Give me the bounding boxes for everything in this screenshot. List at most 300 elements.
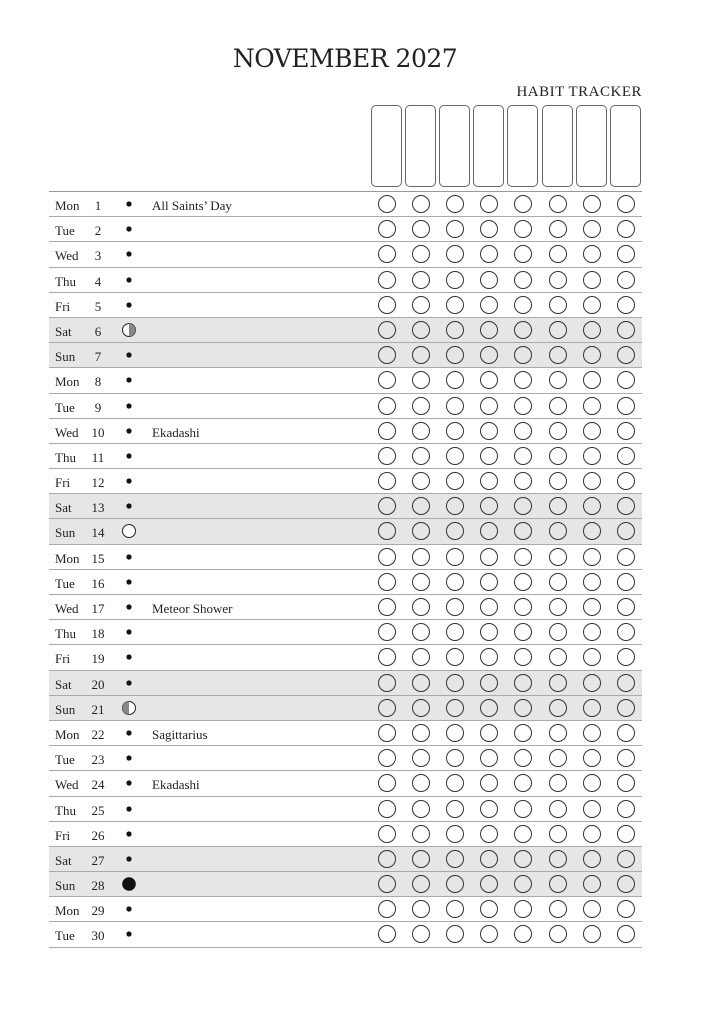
habit-check-circle[interactable]: [412, 296, 430, 314]
habit-check-circle[interactable]: [617, 699, 635, 717]
habit-check-circle[interactable]: [549, 699, 567, 717]
habit-check-circle[interactable]: [378, 724, 396, 742]
habit-check-circle[interactable]: [617, 296, 635, 314]
habit-check-circle[interactable]: [514, 573, 532, 591]
habit-check-circle[interactable]: [446, 346, 464, 364]
habit-check-circle[interactable]: [549, 271, 567, 289]
habit-check-circle[interactable]: [549, 774, 567, 792]
weekday-label: Wed: [55, 248, 79, 264]
habit-check-circle[interactable]: [378, 548, 396, 566]
habit-check-circle[interactable]: [412, 825, 430, 843]
day-row: [49, 671, 642, 696]
habit-check-circle[interactable]: [446, 774, 464, 792]
habit-check-circle[interactable]: [446, 245, 464, 263]
habit-check-circle[interactable]: [514, 195, 532, 213]
habit-check-circle[interactable]: [412, 271, 430, 289]
habit-check-circle[interactable]: [446, 296, 464, 314]
habit-check-circle[interactable]: [583, 522, 601, 540]
habit-check-circle[interactable]: [412, 900, 430, 918]
habit-check-circle[interactable]: [617, 548, 635, 566]
habit-name-box[interactable]: [610, 105, 641, 187]
habit-check-circle[interactable]: [378, 674, 396, 692]
habit-check-circle[interactable]: [378, 271, 396, 289]
habit-check-circle[interactable]: [378, 623, 396, 641]
weekday-label: Thu: [55, 449, 76, 465]
habit-check-circle[interactable]: [480, 220, 498, 238]
habit-check-circle[interactable]: [480, 522, 498, 540]
habit-check-circle[interactable]: [446, 573, 464, 591]
day-number: 26: [91, 827, 105, 843]
habit-check-circle[interactable]: [549, 346, 567, 364]
habit-check-circle[interactable]: [617, 271, 635, 289]
habit-check-circle[interactable]: [378, 422, 396, 440]
habit-check-circle[interactable]: [583, 220, 601, 238]
habit-check-circle[interactable]: [446, 623, 464, 641]
habit-check-circle[interactable]: [446, 749, 464, 767]
habit-check-circle[interactable]: [549, 674, 567, 692]
habit-check-circle[interactable]: [480, 397, 498, 415]
habit-check-circle[interactable]: [412, 598, 430, 616]
habit-check-circle[interactable]: [583, 850, 601, 868]
habit-check-circle[interactable]: [480, 598, 498, 616]
habit-check-circle[interactable]: [412, 346, 430, 364]
moon-first-quarter-icon: [121, 322, 137, 338]
habit-name-box[interactable]: [371, 105, 402, 187]
habit-check-circle[interactable]: [583, 925, 601, 943]
habit-check-circle[interactable]: [378, 875, 396, 893]
moon-phase-dot-icon: [121, 725, 137, 741]
day-number: 23: [91, 752, 105, 768]
moon-phase-dot-icon: [121, 498, 137, 514]
habit-check-circle[interactable]: [446, 925, 464, 943]
habit-check-circle[interactable]: [617, 800, 635, 818]
day-number: 14: [91, 525, 105, 541]
habit-check-circle[interactable]: [617, 195, 635, 213]
day-number: 12: [91, 475, 105, 491]
habit-check-circle[interactable]: [412, 371, 430, 389]
habit-name-box[interactable]: [405, 105, 436, 187]
habit-check-circle[interactable]: [617, 422, 635, 440]
habit-check-circle[interactable]: [480, 346, 498, 364]
habit-check-circle[interactable]: [583, 674, 601, 692]
habit-check-circle[interactable]: [549, 548, 567, 566]
habit-check-circle[interactable]: [480, 648, 498, 666]
habit-check-circle[interactable]: [446, 825, 464, 843]
habit-check-circle[interactable]: [378, 371, 396, 389]
habit-check-circle[interactable]: [549, 245, 567, 263]
habit-check-circle[interactable]: [583, 623, 601, 641]
weekday-label: Tue: [55, 399, 75, 415]
habit-check-circle[interactable]: [446, 422, 464, 440]
habit-name-box[interactable]: [507, 105, 538, 187]
habit-check-circle[interactable]: [446, 648, 464, 666]
habit-check-circle[interactable]: [480, 825, 498, 843]
habit-check-circle[interactable]: [583, 447, 601, 465]
habit-check-circle[interactable]: [446, 220, 464, 238]
habit-check-circle[interactable]: [412, 850, 430, 868]
weekday-label: Tue: [55, 752, 75, 768]
habit-check-circle[interactable]: [378, 245, 396, 263]
event-label: Meteor Shower: [152, 601, 233, 616]
habit-check-circle[interactable]: [583, 321, 601, 339]
habit-check-circle[interactable]: [446, 271, 464, 289]
moon-phase-dot-icon: [121, 398, 137, 414]
day-number: 3: [94, 248, 102, 264]
habit-check-circle[interactable]: [514, 447, 532, 465]
habit-check-circle[interactable]: [378, 850, 396, 868]
habit-check-circle[interactable]: [583, 749, 601, 767]
habit-check-circle[interactable]: [549, 296, 567, 314]
habit-check-circle[interactable]: [378, 522, 396, 540]
weekday-label: Wed: [55, 601, 79, 616]
habit-check-circle[interactable]: [412, 699, 430, 717]
habit-check-circle[interactable]: [549, 422, 567, 440]
day-row: [49, 444, 642, 469]
habit-check-circle[interactable]: [617, 245, 635, 263]
habit-check-circle[interactable]: [617, 497, 635, 515]
habit-check-circle[interactable]: [549, 522, 567, 540]
habit-check-circle[interactable]: [514, 623, 532, 641]
habit-check-circle[interactable]: [583, 598, 601, 616]
habit-check-circle[interactable]: [549, 749, 567, 767]
habit-check-circle[interactable]: [514, 371, 532, 389]
moon-phase-dot-icon: [121, 272, 137, 288]
habit-check-circle[interactable]: [412, 321, 430, 339]
habit-check-circle[interactable]: [617, 371, 635, 389]
habit-check-circle[interactable]: [412, 774, 430, 792]
habit-check-circle[interactable]: [549, 850, 567, 868]
habit-check-circle[interactable]: [412, 925, 430, 943]
habit-check-circle[interactable]: [583, 245, 601, 263]
habit-check-circle[interactable]: [583, 497, 601, 515]
day-row: [49, 595, 642, 620]
habit-check-circle[interactable]: [412, 724, 430, 742]
habit-check-circle[interactable]: [378, 900, 396, 918]
weekday-label: Sat: [55, 676, 72, 692]
habit-check-circle[interactable]: [514, 598, 532, 616]
habit-check-circle[interactable]: [549, 321, 567, 339]
day-number: 11: [91, 449, 105, 465]
weekday-label: Sat: [55, 323, 72, 339]
habit-check-circle[interactable]: [617, 925, 635, 943]
weekday-label: Mon: [55, 550, 80, 566]
habit-check-circle[interactable]: [514, 749, 532, 767]
habit-check-circle[interactable]: [617, 598, 635, 616]
weekday-label: Tue: [55, 928, 75, 944]
habit-check-circle[interactable]: [514, 825, 532, 843]
habit-check-circle[interactable]: [514, 648, 532, 666]
habit-check-circle[interactable]: [514, 800, 532, 818]
habit-check-circle[interactable]: [617, 472, 635, 490]
habit-check-circle[interactable]: [446, 397, 464, 415]
habit-check-circle[interactable]: [480, 925, 498, 943]
habit-check-circle[interactable]: [514, 220, 532, 238]
habit-check-circle[interactable]: [412, 548, 430, 566]
day-row: [49, 645, 642, 670]
habit-check-circle[interactable]: [446, 674, 464, 692]
habit-check-circle[interactable]: [412, 674, 430, 692]
day-number: 8: [94, 374, 102, 390]
habit-check-circle[interactable]: [378, 573, 396, 591]
habit-check-circle[interactable]: [514, 850, 532, 868]
moon-phase-dot-icon: [121, 473, 137, 489]
habit-check-circle[interactable]: [412, 397, 430, 415]
weekday-label: Sat: [55, 852, 72, 868]
habit-check-circle[interactable]: [549, 397, 567, 415]
habit-check-circle[interactable]: [446, 875, 464, 893]
habit-check-circle[interactable]: [549, 447, 567, 465]
habit-check-circle[interactable]: [583, 573, 601, 591]
habit-check-circle[interactable]: [583, 825, 601, 843]
habit-check-circle[interactable]: [378, 598, 396, 616]
habit-check-circle[interactable]: [617, 749, 635, 767]
habit-check-circle[interactable]: [480, 321, 498, 339]
habit-check-circle[interactable]: [446, 522, 464, 540]
habit-check-circle[interactable]: [378, 825, 396, 843]
moon-new-icon: [121, 876, 137, 892]
habit-check-circle[interactable]: [480, 271, 498, 289]
day-number: 15: [91, 550, 105, 566]
habit-name-box[interactable]: [473, 105, 504, 187]
habit-check-circle[interactable]: [583, 774, 601, 792]
habit-check-circle[interactable]: [617, 346, 635, 364]
habit-check-circle[interactable]: [514, 422, 532, 440]
habit-check-circle[interactable]: [412, 245, 430, 263]
habit-check-circle[interactable]: [480, 674, 498, 692]
habit-check-circle[interactable]: [617, 397, 635, 415]
habit-check-circle[interactable]: [617, 220, 635, 238]
habit-check-circle[interactable]: [480, 800, 498, 818]
habit-check-circle[interactable]: [378, 749, 396, 767]
habit-check-circle[interactable]: [549, 875, 567, 893]
weekday-label: Tue: [55, 223, 75, 239]
habit-check-circle[interactable]: [514, 271, 532, 289]
moon-phase-dot-icon: [121, 675, 137, 691]
habit-check-circle[interactable]: [549, 195, 567, 213]
habit-check-circle[interactable]: [446, 800, 464, 818]
habit-check-circle[interactable]: [617, 573, 635, 591]
habit-check-circle[interactable]: [480, 296, 498, 314]
habit-check-circle[interactable]: [412, 875, 430, 893]
day-row: [49, 419, 642, 444]
habit-check-circle[interactable]: [480, 548, 498, 566]
habit-check-circle[interactable]: [583, 724, 601, 742]
habit-check-circle[interactable]: [583, 875, 601, 893]
habit-check-circle[interactable]: [549, 220, 567, 238]
habit-check-circle[interactable]: [480, 724, 498, 742]
moon-full-icon: [121, 523, 137, 539]
day-row: [49, 293, 642, 318]
day-number: 19: [91, 651, 105, 667]
habit-check-circle[interactable]: [480, 774, 498, 792]
habit-check-circle[interactable]: [617, 321, 635, 339]
habit-check-circle[interactable]: [514, 245, 532, 263]
habit-check-circle[interactable]: [583, 397, 601, 415]
habit-check-circle[interactable]: [378, 321, 396, 339]
weekday-label: Mon: [55, 198, 80, 213]
habit-check-circle[interactable]: [583, 548, 601, 566]
habit-check-circle[interactable]: [514, 522, 532, 540]
moon-phase-dot-icon: [121, 801, 137, 817]
habit-check-circle[interactable]: [446, 472, 464, 490]
habit-check-circle[interactable]: [412, 447, 430, 465]
habit-check-circle[interactable]: [412, 573, 430, 591]
habit-check-circle[interactable]: [412, 472, 430, 490]
moon-phase-dot-icon: [121, 196, 137, 212]
habit-check-circle[interactable]: [583, 371, 601, 389]
habit-check-circle[interactable]: [378, 220, 396, 238]
habit-check-circle[interactable]: [446, 598, 464, 616]
habit-check-circle[interactable]: [583, 472, 601, 490]
habit-check-circle[interactable]: [514, 699, 532, 717]
habit-check-circle[interactable]: [549, 623, 567, 641]
habit-check-circle[interactable]: [378, 497, 396, 515]
habit-check-circle[interactable]: [378, 925, 396, 943]
habit-check-circle[interactable]: [480, 371, 498, 389]
habit-check-circle[interactable]: [583, 648, 601, 666]
habit-check-circle[interactable]: [446, 497, 464, 515]
habit-check-circle[interactable]: [412, 422, 430, 440]
habit-check-circle[interactable]: [378, 699, 396, 717]
habit-check-circle[interactable]: [446, 724, 464, 742]
habit-check-circle[interactable]: [514, 900, 532, 918]
habit-check-circle[interactable]: [412, 648, 430, 666]
habit-check-circle[interactable]: [514, 321, 532, 339]
habit-check-circle[interactable]: [514, 346, 532, 364]
habit-check-circle[interactable]: [446, 447, 464, 465]
habit-check-circle[interactable]: [617, 674, 635, 692]
habit-check-circle[interactable]: [583, 422, 601, 440]
habit-check-circle[interactable]: [549, 371, 567, 389]
habit-check-circle[interactable]: [446, 371, 464, 389]
habit-check-circle[interactable]: [412, 522, 430, 540]
day-row: [49, 897, 642, 922]
habit-name-box[interactable]: [439, 105, 470, 187]
habit-name-box[interactable]: [542, 105, 573, 187]
habit-check-circle[interactable]: [549, 648, 567, 666]
habit-check-circle[interactable]: [514, 397, 532, 415]
habit-check-circle[interactable]: [514, 497, 532, 515]
habit-check-circle[interactable]: [446, 850, 464, 868]
habit-check-circle[interactable]: [412, 800, 430, 818]
habit-check-circle[interactable]: [412, 497, 430, 515]
habit-check-circle[interactable]: [514, 472, 532, 490]
habit-check-circle[interactable]: [583, 699, 601, 717]
habit-check-circle[interactable]: [549, 800, 567, 818]
habit-check-circle[interactable]: [480, 850, 498, 868]
habit-check-circle[interactable]: [480, 422, 498, 440]
weekday-label: Thu: [55, 802, 76, 818]
habit-check-circle[interactable]: [446, 195, 464, 213]
day-number: 29: [91, 903, 105, 919]
habit-check-circle[interactable]: [617, 875, 635, 893]
moon-phase-dot-icon: [121, 347, 137, 363]
habit-check-circle[interactable]: [617, 850, 635, 868]
habit-check-circle[interactable]: [514, 875, 532, 893]
habit-check-circle[interactable]: [378, 774, 396, 792]
habit-check-circle[interactable]: [412, 195, 430, 213]
habit-check-circle[interactable]: [617, 447, 635, 465]
habit-check-circle[interactable]: [514, 925, 532, 943]
habit-check-circle[interactable]: [549, 900, 567, 918]
habit-check-circle[interactable]: [378, 346, 396, 364]
day-row: [49, 797, 642, 822]
habit-check-circle[interactable]: [549, 925, 567, 943]
habit-check-circle[interactable]: [378, 800, 396, 818]
habit-check-circle[interactable]: [480, 699, 498, 717]
habit-check-circle[interactable]: [480, 749, 498, 767]
habit-check-circle[interactable]: [617, 522, 635, 540]
habit-check-circle[interactable]: [378, 472, 396, 490]
day-number: 5: [94, 298, 102, 314]
habit-check-circle[interactable]: [480, 195, 498, 213]
weekday-label: Mon: [55, 374, 80, 390]
habit-check-circle[interactable]: [514, 774, 532, 792]
habit-check-circle[interactable]: [480, 900, 498, 918]
weekday-label: Fri: [55, 298, 71, 314]
habit-check-circle[interactable]: [617, 648, 635, 666]
calendar-table: [49, 191, 642, 948]
habit-check-circle[interactable]: [412, 623, 430, 641]
day-row: [49, 394, 642, 419]
habit-check-circle[interactable]: [549, 497, 567, 515]
habit-check-circle[interactable]: [549, 825, 567, 843]
habit-check-circle[interactable]: [480, 573, 498, 591]
habit-check-circle[interactable]: [446, 548, 464, 566]
habit-check-circle[interactable]: [480, 447, 498, 465]
habit-check-circle[interactable]: [583, 296, 601, 314]
habit-check-circle[interactable]: [583, 195, 601, 213]
habit-check-circle[interactable]: [378, 195, 396, 213]
habit-check-circle[interactable]: [480, 472, 498, 490]
habit-check-circle[interactable]: [617, 724, 635, 742]
habit-check-circle[interactable]: [514, 724, 532, 742]
habit-check-circle[interactable]: [617, 623, 635, 641]
habit-check-circle[interactable]: [480, 623, 498, 641]
habit-check-circle[interactable]: [480, 245, 498, 263]
habit-check-circle[interactable]: [412, 749, 430, 767]
day-row: [49, 922, 642, 947]
habit-check-circle[interactable]: [514, 674, 532, 692]
habit-check-circle[interactable]: [583, 900, 601, 918]
habit-check-circle[interactable]: [446, 699, 464, 717]
habit-check-circle[interactable]: [480, 875, 498, 893]
habit-check-circle[interactable]: [549, 472, 567, 490]
habit-check-circle[interactable]: [446, 321, 464, 339]
day-row: [49, 771, 642, 796]
habit-check-circle[interactable]: [514, 296, 532, 314]
habit-check-circle[interactable]: [549, 573, 567, 591]
habit-check-circle[interactable]: [617, 900, 635, 918]
habit-check-circle[interactable]: [549, 598, 567, 616]
habit-check-circle[interactable]: [514, 548, 532, 566]
habit-check-circle[interactable]: [583, 800, 601, 818]
habit-check-circle[interactable]: [583, 346, 601, 364]
habit-check-circle[interactable]: [480, 497, 498, 515]
habit-check-circle[interactable]: [378, 397, 396, 415]
habit-check-circle[interactable]: [549, 724, 567, 742]
habit-name-box[interactable]: [576, 105, 607, 187]
habit-check-circle[interactable]: [378, 447, 396, 465]
habit-check-circle[interactable]: [617, 825, 635, 843]
habit-check-circle[interactable]: [378, 648, 396, 666]
habit-check-circle[interactable]: [446, 900, 464, 918]
moon-phase-dot-icon: [121, 448, 137, 464]
habit-check-circle[interactable]: [378, 296, 396, 314]
habit-check-circle[interactable]: [412, 220, 430, 238]
habit-check-circle[interactable]: [583, 271, 601, 289]
habit-check-circle[interactable]: [617, 774, 635, 792]
